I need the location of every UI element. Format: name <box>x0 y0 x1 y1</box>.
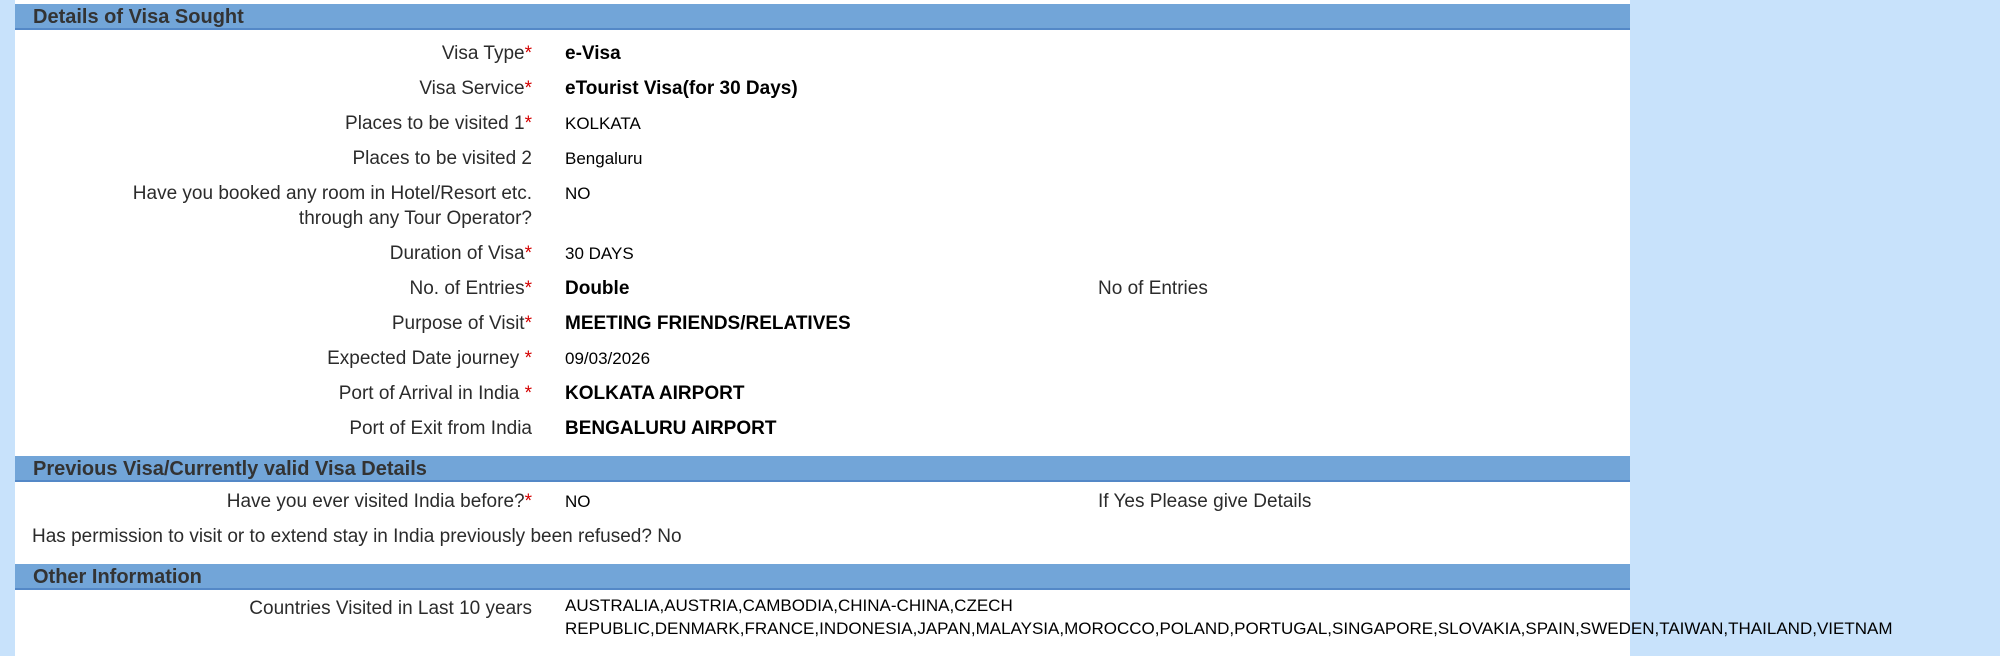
section-header-other-information <box>15 564 1630 590</box>
permission-refused-answer: No <box>657 526 682 547</box>
field-value-purpose-of-visit: MEETING FRIENDS/RELATIVES <box>565 313 851 334</box>
previous-visa-rows <box>15 482 1630 554</box>
section-header-details-of-visa-sought <box>15 4 1630 30</box>
label-text: Port of Arrival in India <box>338 383 525 404</box>
label-text: No. of Entries <box>409 278 525 299</box>
form-row-visa-service <box>15 71 1630 106</box>
required-asterisk: * <box>524 313 532 334</box>
field-label-countries-visited <box>15 594 532 620</box>
required-asterisk: * <box>524 383 532 404</box>
form-row-visa-type <box>15 36 1630 71</box>
label-text: Duration of Visa <box>389 243 525 264</box>
required-asterisk: * <box>524 113 532 134</box>
field-value-port-of-arrival: KOLKATA AIRPORT <box>565 383 745 404</box>
label-text: Port of Exit from India <box>349 418 532 439</box>
required-asterisk: * <box>524 278 532 299</box>
form-row-visited-india-before <box>15 484 1630 519</box>
field-value-duration-of-visa: 30 DAYS <box>565 244 634 263</box>
side-note-if-yes-give-details: If Yes Please give Details <box>1098 491 1312 512</box>
label-text: Visa Service <box>419 78 525 99</box>
field-label-visited-india-before <box>15 484 532 519</box>
field-label-duration-of-visa <box>15 236 532 271</box>
required-asterisk: * <box>524 491 532 512</box>
form-row-places-visited-2 <box>15 141 1630 176</box>
form-row-expected-date-journey <box>15 341 1630 376</box>
field-value-visa-type: e-Visa <box>565 43 621 64</box>
field-value-visa-service: eTourist Visa(for 30 Days) <box>565 78 798 99</box>
section-title: Other Information <box>33 566 202 588</box>
section-title: Previous Visa/Currently valid Visa Details <box>33 458 427 480</box>
form-row-hotel-booked <box>15 176 1630 236</box>
permission-refused-question: Has permission to visit or to extend stay in India previously been refused? <box>32 526 652 547</box>
field-value-hotel-booked: NO <box>565 184 591 203</box>
visa-application-summary-panel <box>15 0 1893 656</box>
label-text: Have you ever visited India before? <box>226 491 525 512</box>
field-value-countries-visited: AUSTRALIA,AUSTRIA,CAMBODIA,CHINA-CHINA,CZECH REPUBLIC,DENMARK,FRANCE,INDONESIA,JAPAN,MALAYSIA,MOROCCO,POLAND,PORTUGAL,SINGAPORE,SLOVAKIA,SPAIN,SWEDEN,TAIWAN,THAILAND,VIETNAM <box>565 596 1893 638</box>
field-value-no-of-entries: Double <box>565 278 630 299</box>
side-note-no-of-entries: No of Entries <box>1098 278 1208 299</box>
field-label-hotel-booked <box>15 181 532 231</box>
form-row-countries-visited <box>15 594 1893 640</box>
label-text-line2: through any Tour Operator? <box>298 208 532 229</box>
field-label-expected-date-journey <box>15 341 532 376</box>
label-text: Purpose of Visit <box>391 313 525 334</box>
form-row-places-visited-1 <box>15 106 1630 141</box>
label-text: Expected Date journey <box>327 348 525 369</box>
field-value-places-visited-2: Bengaluru <box>565 149 643 168</box>
section-header-previous-visa-details <box>15 456 1630 482</box>
required-asterisk: * <box>524 78 532 99</box>
details-of-visa-rows <box>15 30 1630 446</box>
field-label-visa-service <box>15 71 532 106</box>
required-asterisk: * <box>524 43 532 64</box>
form-row-port-of-arrival <box>15 376 1630 411</box>
required-asterisk: * <box>524 348 532 369</box>
label-text: Places to be visited 2 <box>352 148 532 169</box>
form-row-duration-of-visa <box>15 236 1630 271</box>
form-row-no-of-entries <box>15 271 1630 306</box>
field-label-visa-type <box>15 36 532 71</box>
field-label-port-of-arrival <box>15 376 532 411</box>
label-text-line1: Have you booked any room in Hotel/Resort etc. <box>132 183 532 204</box>
form-row-purpose-of-visit <box>15 306 1630 341</box>
required-asterisk: * <box>524 243 532 264</box>
field-label-places-visited-2 <box>15 141 532 176</box>
form-row-permission-refused <box>15 519 1630 554</box>
field-value-port-of-exit: BENGALURU AIRPORT <box>565 418 777 439</box>
field-value-visited-india-before: NO <box>565 492 591 511</box>
label-text: Visa Type <box>441 43 525 64</box>
field-value-places-visited-1: KOLKATA <box>565 114 641 133</box>
label-text: Places to be visited 1 <box>345 113 525 134</box>
field-label-purpose-of-visit <box>15 306 532 341</box>
field-label-port-of-exit <box>15 411 532 446</box>
form-row-port-of-exit <box>15 411 1630 446</box>
field-label-places-visited-1 <box>15 106 532 141</box>
field-label-no-of-entries <box>15 271 532 306</box>
label-text: Countries Visited in Last 10 years <box>249 598 532 619</box>
field-value-expected-date-journey: 09/03/2026 <box>565 349 651 368</box>
section-title: Details of Visa Sought <box>33 6 244 28</box>
